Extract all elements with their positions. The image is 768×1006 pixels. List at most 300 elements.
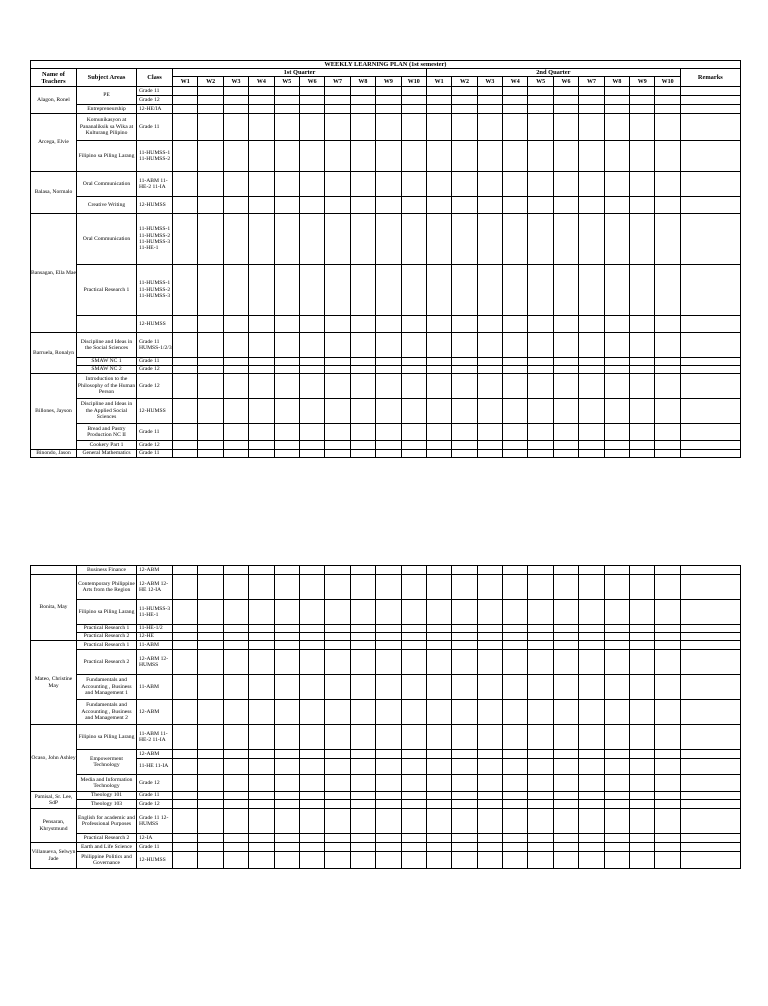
week-cell[interactable] [604,87,629,96]
remarks-cell[interactable] [680,759,740,775]
week-cell[interactable] [274,265,299,316]
week-cell[interactable] [350,792,375,800]
week-cell[interactable] [452,197,477,214]
week-cell[interactable] [173,450,198,458]
week-cell[interactable] [350,374,375,399]
week-cell[interactable] [325,641,350,650]
week-cell[interactable] [325,450,350,458]
week-cell[interactable] [325,800,350,809]
week-cell[interactable] [274,625,299,633]
week-cell[interactable] [274,566,299,575]
week-cell[interactable] [401,775,426,792]
week-cell[interactable] [173,366,198,374]
week-cell[interactable] [274,374,299,399]
week-cell[interactable] [249,759,274,775]
week-cell[interactable] [553,650,578,675]
week-cell[interactable] [655,87,680,96]
week-cell[interactable] [274,96,299,105]
week-cell[interactable] [274,441,299,450]
week-cell[interactable] [223,105,248,114]
week-cell[interactable] [325,809,350,834]
week-cell[interactable] [249,96,274,105]
week-cell[interactable] [325,105,350,114]
week-cell[interactable] [249,316,274,333]
week-cell[interactable] [249,566,274,575]
week-cell[interactable] [630,600,655,625]
week-cell[interactable] [249,424,274,441]
week-cell[interactable] [376,700,401,725]
week-cell[interactable] [426,399,451,424]
week-cell[interactable] [579,366,604,374]
week-cell[interactable] [198,809,223,834]
week-cell[interactable] [299,566,324,575]
week-cell[interactable] [477,625,502,633]
week-cell[interactable] [401,114,426,141]
week-cell[interactable] [173,424,198,441]
week-cell[interactable] [630,424,655,441]
week-cell[interactable] [376,792,401,800]
remarks-cell[interactable] [680,775,740,792]
week-cell[interactable] [604,105,629,114]
week-cell[interactable] [477,96,502,105]
week-cell[interactable] [655,650,680,675]
week-cell[interactable] [223,399,248,424]
week-cell[interactable] [553,843,578,852]
remarks-cell[interactable] [680,852,740,869]
week-cell[interactable] [655,197,680,214]
week-cell[interactable] [173,792,198,800]
week-cell[interactable] [655,700,680,725]
week-cell[interactable] [426,641,451,650]
week-cell[interactable] [350,172,375,197]
week-cell[interactable] [249,641,274,650]
week-cell[interactable] [553,172,578,197]
week-cell[interactable] [528,575,553,600]
week-cell[interactable] [325,792,350,800]
week-cell[interactable] [528,172,553,197]
week-cell[interactable] [452,625,477,633]
week-cell[interactable] [503,114,528,141]
week-cell[interactable] [198,575,223,600]
week-cell[interactable] [452,650,477,675]
week-cell[interactable] [350,641,375,650]
week-cell[interactable] [299,316,324,333]
remarks-cell[interactable] [680,316,740,333]
week-cell[interactable] [299,843,324,852]
week-cell[interactable] [630,650,655,675]
week-cell[interactable] [477,575,502,600]
week-cell[interactable] [223,441,248,450]
week-cell[interactable] [579,809,604,834]
week-cell[interactable] [198,358,223,366]
week-cell[interactable] [477,441,502,450]
week-cell[interactable] [401,450,426,458]
remarks-cell[interactable] [680,105,740,114]
week-cell[interactable] [477,834,502,843]
week-cell[interactable] [579,399,604,424]
week-cell[interactable] [325,399,350,424]
week-cell[interactable] [198,197,223,214]
week-cell[interactable] [452,575,477,600]
remarks-cell[interactable] [680,441,740,450]
week-cell[interactable] [604,759,629,775]
week-cell[interactable] [604,809,629,834]
week-cell[interactable] [325,700,350,725]
week-cell[interactable] [477,265,502,316]
week-cell[interactable] [477,792,502,800]
week-cell[interactable] [579,641,604,650]
week-cell[interactable] [528,641,553,650]
week-cell[interactable] [426,800,451,809]
week-cell[interactable] [630,834,655,843]
week-cell[interactable] [426,424,451,441]
week-cell[interactable] [477,566,502,575]
week-cell[interactable] [173,96,198,105]
week-cell[interactable] [477,725,502,750]
week-cell[interactable] [401,852,426,869]
week-cell[interactable] [604,800,629,809]
week-cell[interactable] [553,333,578,358]
week-cell[interactable] [249,834,274,843]
week-cell[interactable] [198,424,223,441]
week-cell[interactable] [477,366,502,374]
week-cell[interactable] [173,834,198,843]
week-cell[interactable] [173,759,198,775]
week-cell[interactable] [223,374,248,399]
week-cell[interactable] [376,834,401,843]
week-cell[interactable] [350,450,375,458]
week-cell[interactable] [528,843,553,852]
week-cell[interactable] [299,265,324,316]
week-cell[interactable] [223,366,248,374]
week-cell[interactable] [655,792,680,800]
week-cell[interactable] [655,759,680,775]
week-cell[interactable] [401,374,426,399]
week-cell[interactable] [426,566,451,575]
week-cell[interactable] [173,214,198,265]
week-cell[interactable] [655,834,680,843]
remarks-cell[interactable] [680,725,740,750]
week-cell[interactable] [401,566,426,575]
week-cell[interactable] [426,141,451,172]
week-cell[interactable] [401,366,426,374]
week-cell[interactable] [376,725,401,750]
remarks-cell[interactable] [680,333,740,358]
week-cell[interactable] [173,566,198,575]
week-cell[interactable] [350,366,375,374]
week-cell[interactable] [579,96,604,105]
week-cell[interactable] [426,114,451,141]
week-cell[interactable] [630,374,655,399]
week-cell[interactable] [325,759,350,775]
week-cell[interactable] [604,641,629,650]
week-cell[interactable] [299,87,324,96]
week-cell[interactable] [579,834,604,843]
week-cell[interactable] [299,675,324,700]
week-cell[interactable] [655,600,680,625]
week-cell[interactable] [553,700,578,725]
week-cell[interactable] [604,214,629,265]
week-cell[interactable] [452,750,477,759]
week-cell[interactable] [528,366,553,374]
week-cell[interactable] [401,214,426,265]
week-cell[interactable] [503,843,528,852]
week-cell[interactable] [325,650,350,675]
week-cell[interactable] [477,759,502,775]
week-cell[interactable] [325,366,350,374]
week-cell[interactable] [630,87,655,96]
week-cell[interactable] [426,650,451,675]
week-cell[interactable] [630,333,655,358]
week-cell[interactable] [579,725,604,750]
week-cell[interactable] [198,105,223,114]
week-cell[interactable] [325,374,350,399]
week-cell[interactable] [477,316,502,333]
week-cell[interactable] [528,852,553,869]
week-cell[interactable] [604,399,629,424]
week-cell[interactable] [223,450,248,458]
week-cell[interactable] [503,759,528,775]
week-cell[interactable] [173,265,198,316]
week-cell[interactable] [630,114,655,141]
week-cell[interactable] [426,374,451,399]
week-cell[interactable] [655,843,680,852]
week-cell[interactable] [528,358,553,366]
week-cell[interactable] [376,214,401,265]
week-cell[interactable] [503,441,528,450]
week-cell[interactable] [630,633,655,641]
week-cell[interactable] [553,600,578,625]
week-cell[interactable] [325,441,350,450]
week-cell[interactable] [350,775,375,792]
week-cell[interactable] [503,374,528,399]
week-cell[interactable] [350,809,375,834]
week-cell[interactable] [274,641,299,650]
week-cell[interactable] [426,700,451,725]
week-cell[interactable] [477,750,502,759]
week-cell[interactable] [630,316,655,333]
week-cell[interactable] [350,625,375,633]
week-cell[interactable] [401,725,426,750]
week-cell[interactable] [477,775,502,792]
week-cell[interactable] [655,809,680,834]
week-cell[interactable] [604,316,629,333]
week-cell[interactable] [528,633,553,641]
week-cell[interactable] [630,641,655,650]
week-cell[interactable] [630,852,655,869]
week-cell[interactable] [173,441,198,450]
week-cell[interactable] [655,625,680,633]
remarks-cell[interactable] [680,800,740,809]
week-cell[interactable] [630,675,655,700]
week-cell[interactable] [401,172,426,197]
week-cell[interactable] [274,424,299,441]
week-cell[interactable] [604,114,629,141]
week-cell[interactable] [452,759,477,775]
week-cell[interactable] [223,800,248,809]
week-cell[interactable] [401,834,426,843]
week-cell[interactable] [579,424,604,441]
week-cell[interactable] [503,316,528,333]
week-cell[interactable] [401,197,426,214]
week-cell[interactable] [452,374,477,399]
week-cell[interactable] [198,834,223,843]
week-cell[interactable] [401,800,426,809]
week-cell[interactable] [553,450,578,458]
week-cell[interactable] [655,633,680,641]
week-cell[interactable] [553,441,578,450]
week-cell[interactable] [376,374,401,399]
week-cell[interactable] [274,809,299,834]
week-cell[interactable] [274,575,299,600]
week-cell[interactable] [452,441,477,450]
week-cell[interactable] [274,852,299,869]
week-cell[interactable] [401,333,426,358]
week-cell[interactable] [299,575,324,600]
week-cell[interactable] [299,141,324,172]
week-cell[interactable] [350,441,375,450]
week-cell[interactable] [325,197,350,214]
week-cell[interactable] [426,441,451,450]
week-cell[interactable] [528,450,553,458]
remarks-cell[interactable] [680,700,740,725]
week-cell[interactable] [401,358,426,366]
week-cell[interactable] [274,141,299,172]
week-cell[interactable] [325,114,350,141]
week-cell[interactable] [579,700,604,725]
week-cell[interactable] [350,633,375,641]
week-cell[interactable] [299,358,324,366]
remarks-cell[interactable] [680,172,740,197]
week-cell[interactable] [223,792,248,800]
week-cell[interactable] [350,650,375,675]
week-cell[interactable] [503,399,528,424]
week-cell[interactable] [350,725,375,750]
week-cell[interactable] [325,775,350,792]
week-cell[interactable] [655,316,680,333]
week-cell[interactable] [630,700,655,725]
week-cell[interactable] [604,450,629,458]
week-cell[interactable] [299,424,324,441]
remarks-cell[interactable] [680,214,740,265]
week-cell[interactable] [350,265,375,316]
week-cell[interactable] [579,114,604,141]
week-cell[interactable] [325,172,350,197]
week-cell[interactable] [426,809,451,834]
week-cell[interactable] [350,197,375,214]
week-cell[interactable] [249,750,274,759]
week-cell[interactable] [528,424,553,441]
week-cell[interactable] [452,450,477,458]
week-cell[interactable] [198,450,223,458]
week-cell[interactable] [299,366,324,374]
week-cell[interactable] [477,214,502,265]
week-cell[interactable] [553,809,578,834]
week-cell[interactable] [376,625,401,633]
week-cell[interactable] [299,650,324,675]
week-cell[interactable] [426,843,451,852]
week-cell[interactable] [579,800,604,809]
remarks-cell[interactable] [680,366,740,374]
week-cell[interactable] [249,105,274,114]
week-cell[interactable] [376,852,401,869]
week-cell[interactable] [553,424,578,441]
week-cell[interactable] [223,650,248,675]
week-cell[interactable] [198,114,223,141]
remarks-cell[interactable] [680,625,740,633]
week-cell[interactable] [350,96,375,105]
week-cell[interactable] [503,424,528,441]
week-cell[interactable] [376,366,401,374]
week-cell[interactable] [376,424,401,441]
week-cell[interactable] [528,759,553,775]
week-cell[interactable] [173,114,198,141]
week-cell[interactable] [173,399,198,424]
week-cell[interactable] [426,265,451,316]
week-cell[interactable] [655,374,680,399]
week-cell[interactable] [198,852,223,869]
week-cell[interactable] [553,566,578,575]
week-cell[interactable] [426,366,451,374]
week-cell[interactable] [553,358,578,366]
week-cell[interactable] [528,792,553,800]
week-cell[interactable] [223,358,248,366]
week-cell[interactable] [198,214,223,265]
week-cell[interactable] [655,172,680,197]
week-cell[interactable] [173,725,198,750]
week-cell[interactable] [249,700,274,725]
week-cell[interactable] [223,600,248,625]
week-cell[interactable] [274,843,299,852]
week-cell[interactable] [299,641,324,650]
remarks-cell[interactable] [680,265,740,316]
week-cell[interactable] [198,96,223,105]
remarks-cell[interactable] [680,141,740,172]
week-cell[interactable] [528,725,553,750]
week-cell[interactable] [198,675,223,700]
week-cell[interactable] [452,600,477,625]
week-cell[interactable] [376,87,401,96]
week-cell[interactable] [630,96,655,105]
week-cell[interactable] [426,575,451,600]
week-cell[interactable] [553,750,578,759]
week-cell[interactable] [655,141,680,172]
week-cell[interactable] [528,316,553,333]
week-cell[interactable] [579,675,604,700]
week-cell[interactable] [173,333,198,358]
week-cell[interactable] [655,366,680,374]
week-cell[interactable] [579,650,604,675]
week-cell[interactable] [528,214,553,265]
week-cell[interactable] [249,114,274,141]
week-cell[interactable] [630,399,655,424]
week-cell[interactable] [274,800,299,809]
week-cell[interactable] [452,809,477,834]
week-cell[interactable] [401,141,426,172]
week-cell[interactable] [274,834,299,843]
week-cell[interactable] [655,214,680,265]
week-cell[interactable] [198,316,223,333]
week-cell[interactable] [579,600,604,625]
week-cell[interactable] [249,675,274,700]
week-cell[interactable] [528,625,553,633]
week-cell[interactable] [528,600,553,625]
week-cell[interactable] [173,641,198,650]
week-cell[interactable] [477,114,502,141]
week-cell[interactable] [579,792,604,800]
week-cell[interactable] [553,625,578,633]
week-cell[interactable] [274,792,299,800]
